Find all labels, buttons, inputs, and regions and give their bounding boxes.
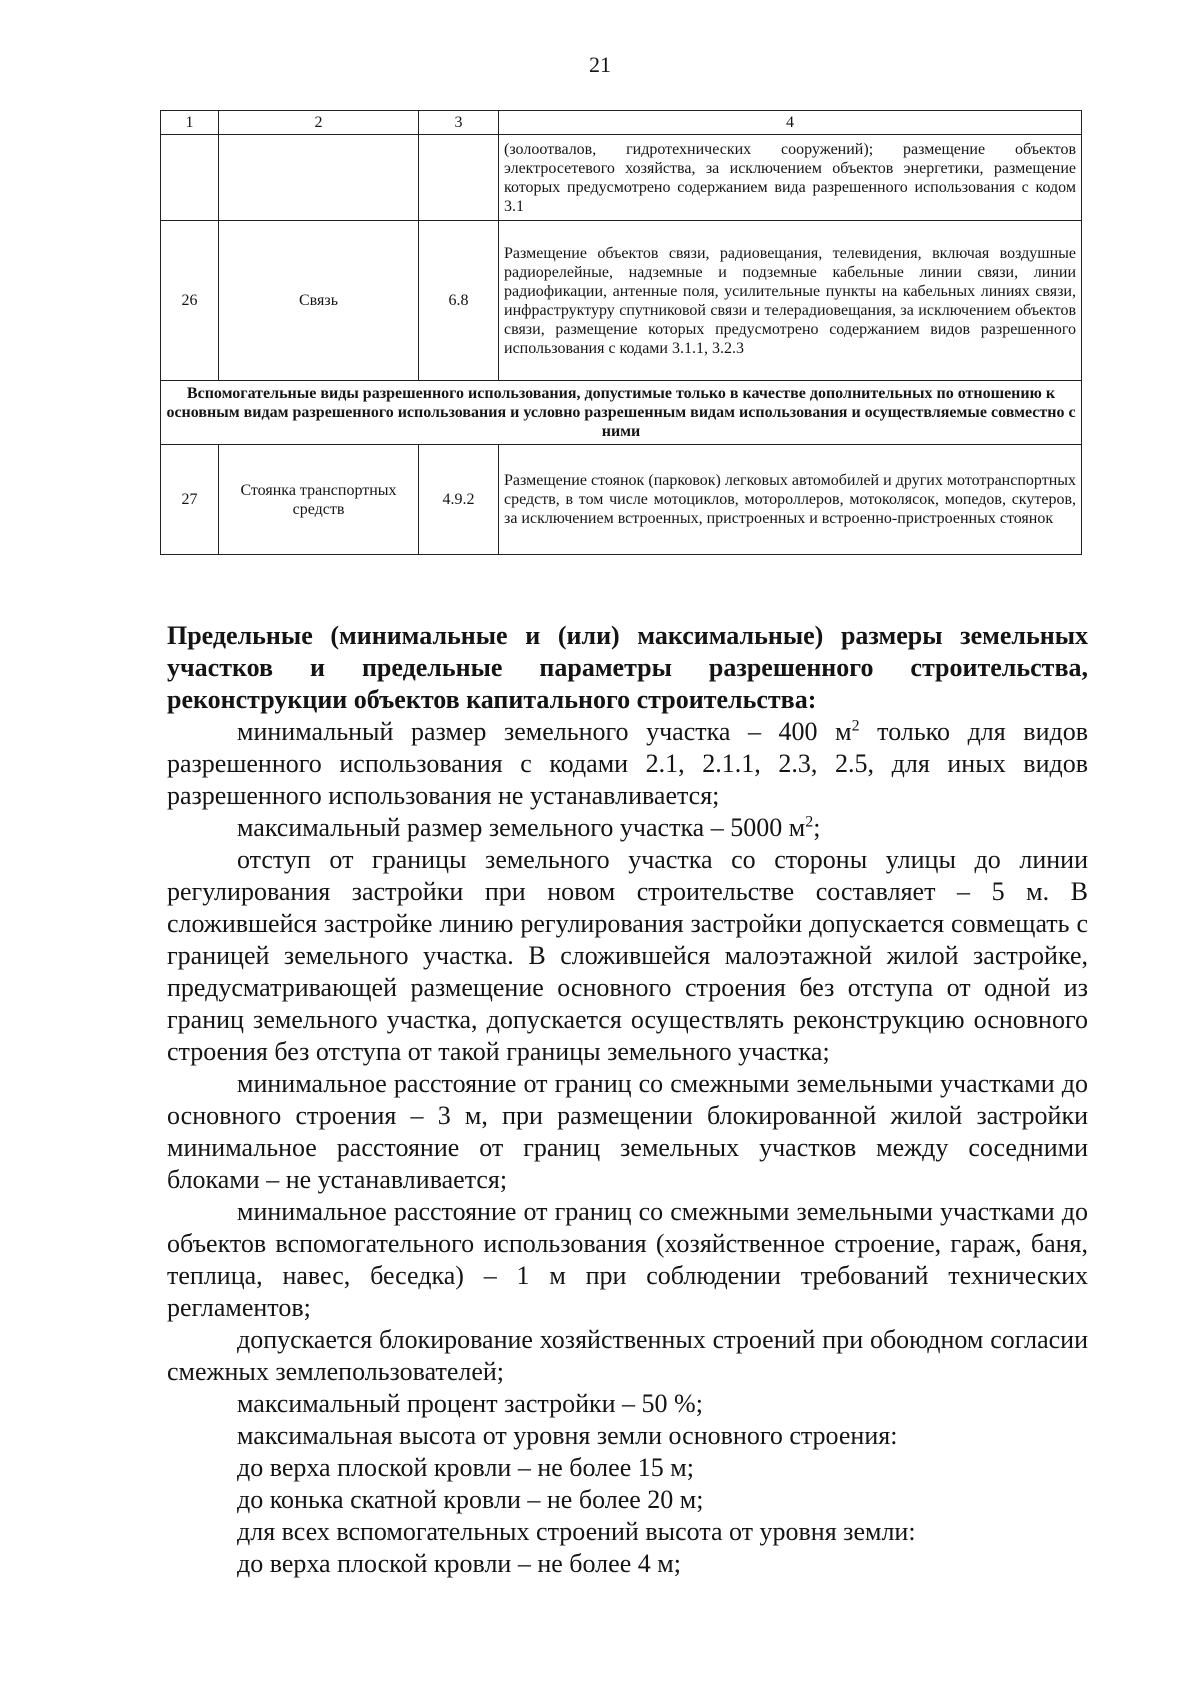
table-header-row <box>161 111 1082 135</box>
param-flat-roof-main: до верха плоской кровли – не более 15 м; <box>237 1453 694 1482</box>
row-27-number: 27 <box>161 445 219 555</box>
table-row-26 <box>161 221 1082 381</box>
table-row-27 <box>161 445 1082 555</box>
param-auxiliary-height: для всех вспомогательных строений высота от уровня земли: <box>237 1517 916 1546</box>
header-col-1: 1 <box>161 111 219 135</box>
row-27-name: Стоянка транспортных средств <box>219 445 419 555</box>
param-street-setback: отступ от границы земельного участка со стороны улицы до линии регулирования застройки при новом строительстве составляет – 5 м. В сложившейся застройке линию регулирования застройки допускается совмещать с границей земельного участка. В сложившейся малоэтажной жилой застройке, предусматривающей размещение основного строения без отступа от одной из границ земельного участка, допускается осуществлять реконструкцию основного строения без отступа от такой границы земельного участка; <box>167 845 1088 1066</box>
parameters-list <box>167 716 1088 1580</box>
param-max-area: максимальный размер земельного участка – 5000 $м^2$; <box>237 813 821 842</box>
continuation-description: (золоотвалов, гидротехнических сооружений); размещение объектов электросетевого хозяйства, за исключением объектов энергетики, размещение которых предусмотрено содержанием вида разрешенного использования с кодом 3.1 <box>499 135 1082 221</box>
row-26-description: Размещение объектов связи, радиовещания, телевидения, включая воздушные радиорелейные, надземные и подземные кабельные линии связи, линии радиофикации, антенные поля, усилительные пункты на кабельных линиях связи, инфраструктуру спутниковой связи и телерадиовещания, за исключением объектов связи, размещение которых предусмотрено содержанием видов разрешенного использования с кодами 3.1.1, 3.2.3 <box>499 221 1082 381</box>
row-26-number: 26 <box>161 221 219 381</box>
section-title <box>167 620 1088 716</box>
table-section-row <box>161 381 1082 445</box>
row-27-code: 4.9.2 <box>419 445 499 555</box>
param-auxiliary-distance: минимальное расстояние от границ со смежными земельными участками до объектов вспомогательного использования (хозяйственное строение, гараж, баня, теплица, навес, беседка) – 1 м при соблюдении требований технических регламентов; <box>167 1197 1088 1322</box>
param-max-coverage: максимальный процент застройки – 50 %; <box>237 1389 703 1418</box>
param-main-building-distance: минимальное расстояние от границ со смежными земельными участками до основного строения – 3 м, при размещении блокированной жилой застройки минимальное расстояние от границ земельных участков между соседними блоками – не устанавливается; <box>167 1069 1088 1194</box>
row-27-description: Размещение стоянок (парковок) легковых автомобилей и других мототранспортных средств, в том числе мотоциклов, мотороллеров, мотоколясок, мопедов, скутеров, за исключением встроенных, пристроенных и встроенно-пристроенных стоянок <box>499 445 1082 555</box>
section-heading: Вспомогательные виды разрешенного использования, допустимые только в качестве дополнительных по отношению к основным видам разрешенного использования и условно разрешенным видам использования и осуществляемые совместно с ними <box>161 381 1082 445</box>
param-flat-roof-auxiliary: до верха плоской кровли – не более 4 м; <box>237 1549 681 1578</box>
param-pitched-roof-main: до конька скатной кровли – не более 20 м; <box>237 1485 704 1514</box>
page-number: 21 <box>589 52 611 77</box>
header-col-2: 2 <box>219 111 419 135</box>
land-use-table <box>160 110 1082 555</box>
param-blocking: допускается блокирование хозяйственных строений при обоюдном согласии смежных землепользователей; <box>167 1325 1088 1386</box>
row-26-code: 6.8 <box>419 221 499 381</box>
header-col-4: 4 <box>499 111 1082 135</box>
header-col-3: 3 <box>419 111 499 135</box>
row-26-name: Связь <box>219 221 419 381</box>
section-title-text: Предельные (минимальные и (или) максимальные) размеры земельных участков и предельные параметры разрешенного строительства, реконструкции объектов капитального строительства: <box>167 621 1088 714</box>
param-max-height: максимальная высота от уровня земли основного строения: <box>237 1421 898 1450</box>
param-min-area: минимальный размер земельного участка – 400 $м^2$ только для видов разрешенного использования с кодами 2.1, 2.1.1, 2.3, 2.5, для иных видов разрешенного использования не устанавливается; <box>167 717 1089 810</box>
table-row-continuation <box>161 135 1082 221</box>
